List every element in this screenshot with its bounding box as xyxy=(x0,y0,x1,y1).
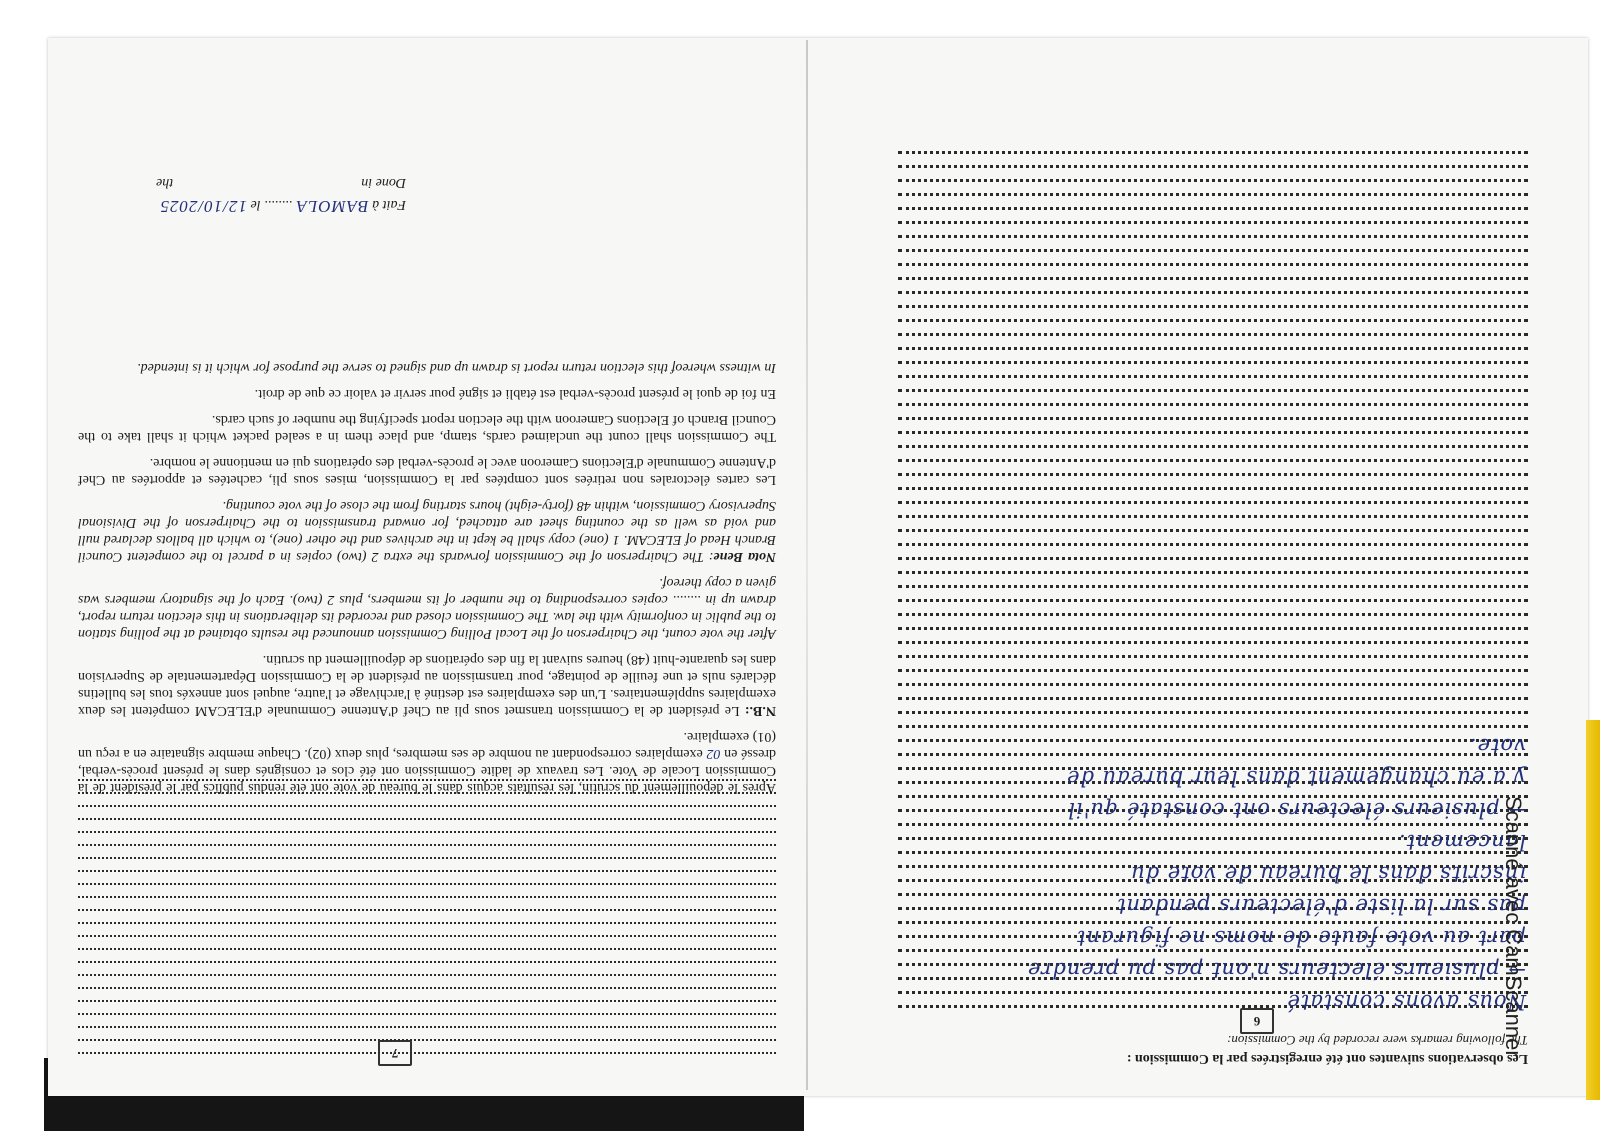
page-number-right: 6 xyxy=(1240,1008,1274,1034)
the-label: the xyxy=(156,175,174,190)
dotted-line xyxy=(898,473,1528,486)
paragraph-results-fr xyxy=(78,728,776,796)
le-label: le xyxy=(250,197,261,212)
handwritten-line: y a eu changement dans leur bureau de xyxy=(1066,766,1526,790)
dotted-line xyxy=(78,896,776,908)
dotted-line xyxy=(78,1039,776,1051)
handwritten-date: 12/10/2025 xyxy=(159,197,247,216)
dotted-line xyxy=(898,529,1528,542)
nota-label: Nota Bene xyxy=(713,549,776,564)
dotted-line xyxy=(78,948,776,960)
yellow-edge xyxy=(1586,720,1600,1100)
dotted-line xyxy=(78,1052,776,1064)
dotted-line xyxy=(898,697,1528,710)
dotted-line xyxy=(78,961,776,973)
signature-place-date: Fait à BAMOLA ........ le 12/10/2025 Done in the xyxy=(156,175,406,216)
dotted-line xyxy=(898,669,1528,682)
dotted-line xyxy=(898,333,1528,346)
dotted-line xyxy=(898,165,1528,178)
dotted-line xyxy=(898,319,1528,332)
handwritten-line: vote. xyxy=(1468,734,1526,758)
paragraph-results-en: After the vote count, the Chairperson of the Local Polling Commission announced the results obtained at the polling station to the public in conformity with the law. The Commission closed and recorded its deliberations in this election return report, drawn up in ........ copies corresponding to the number of its members, plus 2 (two). Each of the signatory members was given a copy thereof. xyxy=(78,575,776,641)
dotted-line xyxy=(898,501,1528,514)
handwritten-place: BAMOLA xyxy=(295,197,369,216)
dotted-line xyxy=(78,805,776,817)
handwritten-remarks xyxy=(886,730,1526,1018)
dotted-line xyxy=(898,445,1528,458)
dotted-line xyxy=(898,543,1528,556)
dotted-line xyxy=(898,347,1528,360)
handwritten-copies: 02 xyxy=(706,746,721,761)
dotted-line xyxy=(898,417,1528,430)
text-nb-fr: Le président de la Commission transmet sous pli au Chef d'Antenne Communale d'ELECAM compétent les deux exemplaires supplémentaires. L'un des exemplaires est destiné à l'archivage et l'autre, auquel sont annexés tous les bulletins déclarés nuls et une feuille de pointage, pour transmission au président de la Commission Départementale de Supervision dans les quarante-huit (48) heures suivant la fin des opérations de dépouillement du scrutin. xyxy=(77,652,776,718)
remarks-heading-en: The following remarks were recorded by the Commission: xyxy=(1226,1033,1528,1048)
text-results-fr-end: exemplaires correspondant au nombre de ses membres, plus deux (02). Chaque membre signataire en a reçu un (01) exemplaire. xyxy=(77,729,776,761)
dotted-line xyxy=(78,974,776,986)
paragraph-nb-fr xyxy=(78,651,776,719)
dotted-line xyxy=(898,515,1528,528)
page-number-left: 7 xyxy=(378,1040,412,1066)
dotted-line xyxy=(898,641,1528,654)
dotted-line xyxy=(898,571,1528,584)
dotted-line xyxy=(78,844,776,856)
dotted-line xyxy=(78,987,776,999)
handwritten-line: → plusieurs électeurs ont constaté qu'il xyxy=(1067,798,1526,822)
dotted-line xyxy=(78,1000,776,1012)
dotted-line xyxy=(898,627,1528,640)
dotted-line xyxy=(898,459,1528,472)
camscanner-watermark: Scanné avec CamScanner xyxy=(1501,796,1526,1058)
dotted-line xyxy=(898,263,1528,276)
dotted-line xyxy=(898,179,1528,192)
dotted-line xyxy=(898,207,1528,220)
dotted-line xyxy=(78,883,776,895)
dotted-line xyxy=(898,557,1528,570)
page-left xyxy=(48,38,806,1096)
paragraph-cards-en: The Commission shall count the unclaimed cards, stamp, and place them in a sealed packet which it shall take to the Council Branch of Elections Cameroon with the election report specifying the number of such cards. xyxy=(78,412,776,444)
report-body xyxy=(78,350,776,796)
page-right xyxy=(808,38,1586,1096)
dotted-line xyxy=(898,361,1528,374)
dotted-line xyxy=(78,1026,776,1038)
dotted-line xyxy=(78,818,776,830)
dotted-line xyxy=(78,935,776,947)
dotted-line xyxy=(898,613,1528,626)
dotted-line xyxy=(898,683,1528,696)
done-in-label: Done in xyxy=(361,175,406,190)
dotted-line xyxy=(898,711,1528,724)
dotted-line xyxy=(898,599,1528,612)
handwritten-line: lancement. xyxy=(1398,830,1526,854)
paragraph-cards-fr: Les cartes électorales non retirées sont comptées par la Commission, mises sous pli, cachetées et apportées au Chef d'Antenne Communale d'Elections Cameroon avec le procès-verbal des opérations qui en mentionne le nombre. xyxy=(78,455,776,487)
dotted-line xyxy=(78,909,776,921)
dotted-line xyxy=(898,291,1528,304)
paragraph-nota-en xyxy=(78,497,776,565)
text-nota-en: : The Chairperson of the Commission forwards the extra 2 (two) copies in a parcel to the competent Council Branch Head of ELECAM. 1 (one) copy shall be kept in the archives and the other (one), to which all ballots declared null and void as well as the counting sheet are attached, for onward transmission to the Chairperson of the Divisional Supervisory Commission, within 48 (forty-eight) hours starting from the close of the vote counting. xyxy=(77,498,776,564)
dotted-line xyxy=(78,857,776,869)
fait-a-label: Fait à xyxy=(372,197,406,212)
dotted-line xyxy=(898,487,1528,500)
nb-label: N.B.: xyxy=(744,703,776,718)
remarks-heading-fr: Les observations suivantes ont été enregistrées par la Commission : xyxy=(1126,1051,1528,1066)
dotted-line xyxy=(898,403,1528,416)
dotted-line xyxy=(78,1013,776,1025)
dotted-line xyxy=(898,585,1528,598)
dotted-line xyxy=(78,922,776,934)
handwritten-line: Nous avons constaté xyxy=(1286,990,1526,1014)
text-results-fr: Après le dépouillement du scrutin, les résultats acquis dans le bureau de vote ont été rendus publics par le président de la Commission Locale de Vote. Les travaux de ladite Commission ont été clos et consignés dans le présent procès-verbal, dressé en xyxy=(78,746,776,795)
dotted-line xyxy=(78,831,776,843)
dotted-line xyxy=(898,249,1528,262)
paragraph-closing-en: In witness whereof this election return report is drawn up and signed to serve the purpose for which it is intended. xyxy=(137,360,776,375)
dotted-line xyxy=(898,305,1528,318)
dotted-line xyxy=(898,375,1528,388)
dotted-line xyxy=(898,193,1528,206)
dotted-lines-left xyxy=(78,778,776,1064)
dotted-line xyxy=(898,431,1528,444)
dotted-line xyxy=(898,151,1528,164)
dotted-line xyxy=(898,655,1528,668)
handwritten-line: part au vote faute de noms ne figurant xyxy=(1076,926,1526,950)
dotted-line xyxy=(898,389,1528,402)
dotted-line xyxy=(78,870,776,882)
handwritten-line: inscrits dans le bureau de vote du xyxy=(1130,862,1526,886)
dotted-line xyxy=(898,277,1528,290)
dotted-line xyxy=(898,235,1528,248)
handwritten-line: pas sur la liste d'électeurs pendant xyxy=(1116,894,1526,918)
dotted-line xyxy=(898,221,1528,234)
paragraph-closing-fr: En foi de quoi le présent procès-verbal est établi et signé pour servir et valoir ce que de droit. xyxy=(254,386,776,401)
handwritten-line: → plusieurs électeurs n'ont pas pu prendre xyxy=(1026,958,1526,982)
